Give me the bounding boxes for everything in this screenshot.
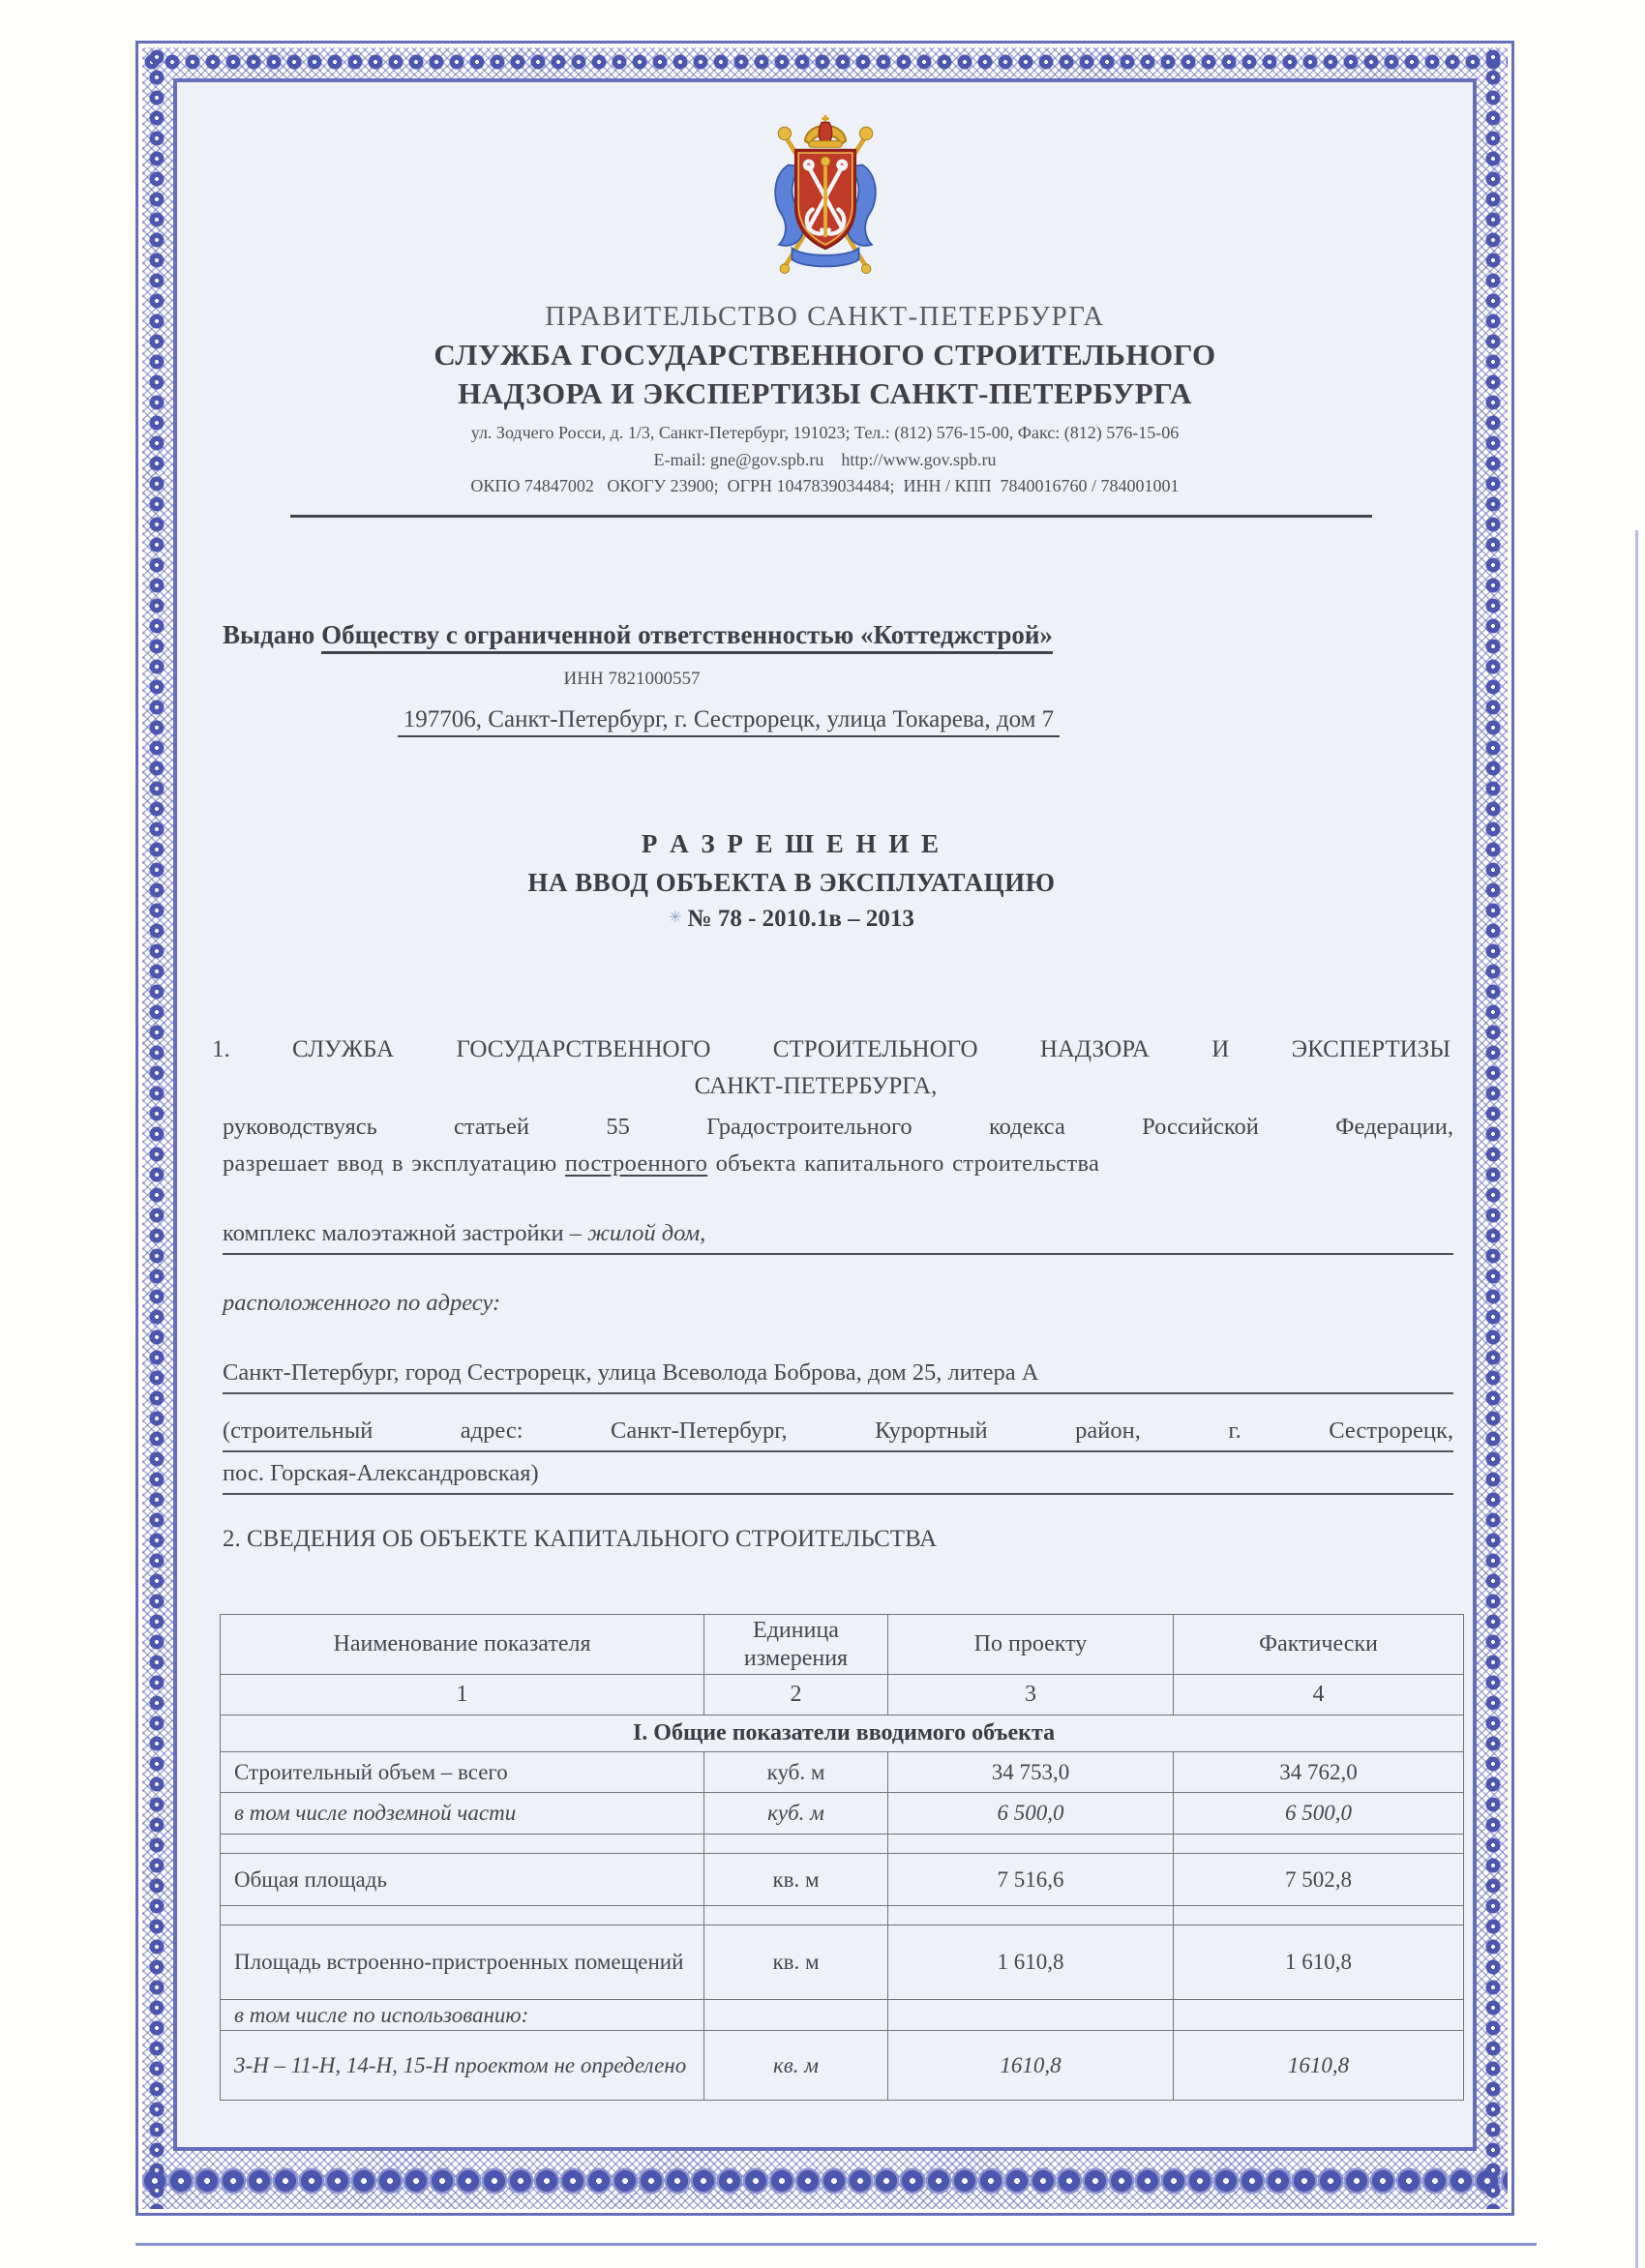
table-cell: Единица измерения xyxy=(704,1615,888,1675)
table-cell: в том числе подземной части xyxy=(221,1793,704,1835)
object-parameters-table xyxy=(220,1614,1464,2101)
page-bottom-rule xyxy=(135,2243,1537,2246)
ornamental-border xyxy=(135,41,1514,2216)
object-name-line: комплекс малоэтажной застройки – жилой дом, xyxy=(223,1220,1453,1255)
table-cell: куб. м xyxy=(704,1752,888,1793)
object-address-construction-line2: пос. Горская-Александровская) xyxy=(223,1460,1453,1495)
letterhead-codes: ОКПО 74847002 ОКОГУ 23900; ОГРН 1047839034484; ИНН / КПП 7840016760 / 784001001 xyxy=(470,476,1180,495)
issued-prefix: Выдано xyxy=(223,620,322,649)
border-dots-top xyxy=(142,49,1508,75)
table-cell: 1 xyxy=(221,1675,704,1716)
table-cell: 3 xyxy=(888,1675,1174,1716)
table-cell xyxy=(221,1906,704,1925)
scan-edge-artifact xyxy=(1635,530,1638,2268)
table-cell xyxy=(888,1835,1174,1854)
service-title-line1: СЛУЖБА ГОСУДАРСТВЕННОГО СТРОИТЕЛЬНОГО xyxy=(434,338,1216,372)
border-dots-right xyxy=(1480,47,1506,2209)
table-cell xyxy=(1174,2000,1464,2031)
permit-number: № 78 - 2010.1в – 2013 xyxy=(687,906,914,932)
table-row xyxy=(221,1835,1464,1854)
issued-to-line xyxy=(223,620,1053,650)
section1-heading-line2: САНКТ-ПЕТЕРБУРГА, xyxy=(694,1073,938,1099)
letterhead-address: ул. Зодчего Росси, д. 1/3, Санкт-Петербург, 191023; Тел.: (812) 576-15-00, Факс: (812) 576-15-06 xyxy=(470,423,1180,442)
table-row xyxy=(221,2031,1464,2101)
permit-title: Р А З Р Е Ш Е Н И Е xyxy=(641,829,942,858)
document-page xyxy=(173,78,1477,2151)
table-cell: 34 762,0 xyxy=(1174,1752,1464,1793)
table-cell: 1610,8 xyxy=(888,2031,1174,2101)
letterhead-rule xyxy=(290,515,1372,518)
organization-address: 197706, Санкт-Петербург, г. Сестрорецк, улица Токарева, дом 7 xyxy=(177,706,1280,733)
section1-heading-line1: 1. СЛУЖБА ГОСУДАРСТВЕННОГО СТРОИТЕЛЬНОГО НАДЗОРА И ЭКСПЕРТИЗЫ xyxy=(212,1036,1451,1062)
table-cell: 1 610,8 xyxy=(1174,1925,1464,2000)
object-address-actual: Санкт-Петербург, город Сестрорецк, улица Всеволода Боброва, дом 25, литера А xyxy=(223,1359,1453,1394)
table-cell: 7 516,6 xyxy=(888,1854,1174,1906)
service-title-line2: НАДЗОРА И ЭКСПЕРТИЗЫ САНКТ-ПЕТЕРБУРГА xyxy=(458,376,1192,410)
table-cell: 3-Н – 11-Н, 14-Н, 15-Н проектом не определено xyxy=(221,2031,704,2101)
table-row xyxy=(221,2000,1464,2031)
located-at-label: расположенного по адресу: xyxy=(223,1290,501,1316)
table-row xyxy=(221,1925,1464,2000)
issued-organization: Обществу с ограниченной ответственностью «Коттеджстрой» xyxy=(321,620,1053,654)
table-row xyxy=(221,1716,1464,1752)
border-dots-left xyxy=(144,47,169,2209)
spb-coat-of-arms-icon xyxy=(761,107,890,287)
table-cell: Общая площадь xyxy=(221,1854,704,1906)
section1-paragraph2: разрешает ввод в эксплуатацию построенного объекта капитального строительства xyxy=(223,1150,1100,1177)
underlined-word: построенного xyxy=(564,1150,708,1177)
permit-number-line xyxy=(177,906,1406,933)
letterhead-email-web: E-mail: gne@gov.spb.ru http://www.gov.spb.ru xyxy=(653,450,997,469)
table-cell: куб. м xyxy=(704,1793,888,1835)
section1-paragraph1: руководствуясь статьей 55 Градостроительного кодекса Российской Федерации, xyxy=(223,1114,1453,1140)
organization-inn: ИНН 7821000557 xyxy=(563,669,701,689)
table-row xyxy=(221,1675,1464,1716)
table-cell: 6 500,0 xyxy=(888,1793,1174,1835)
stamp-mark: ✳ xyxy=(669,910,682,926)
table-cell: кв. м xyxy=(704,2031,888,2101)
table-cell: 34 753,0 xyxy=(888,1752,1174,1793)
table-cell: По проекту xyxy=(888,1615,1174,1675)
table-cell: I. Общие показатели вводимого объекта xyxy=(221,1716,1464,1752)
table-cell xyxy=(704,2000,888,2031)
permit-subtitle: НА ВВОД ОБЪЕКТА В ЭКСПЛУАТАЦИЮ xyxy=(527,868,1056,897)
table-cell: Наименование показателя xyxy=(221,1615,704,1675)
table-cell: 4 xyxy=(1174,1675,1464,1716)
border-dots-bottom xyxy=(142,2157,1508,2205)
table-cell: 7 502,8 xyxy=(1174,1854,1464,1906)
table-cell: 2 xyxy=(704,1675,888,1716)
table-cell xyxy=(704,1906,888,1925)
table-cell: 1610,8 xyxy=(1174,2031,1464,2101)
table-cell: Фактически xyxy=(1174,1615,1464,1675)
section2-heading: 2. СВЕДЕНИЯ ОБ ОБЪЕКТЕ КАПИТАЛЬНОГО СТРОИТЕЛЬСТВА xyxy=(223,1526,938,1552)
table-cell: в том числе по использованию: xyxy=(221,2000,704,2031)
table-cell xyxy=(221,1835,704,1854)
table-row xyxy=(221,1615,1464,1675)
table-row xyxy=(221,1906,1464,1925)
table-row xyxy=(221,1752,1464,1793)
table-cell xyxy=(888,2000,1174,2031)
table-cell: Площадь встроенно-пристроенных помещений xyxy=(221,1925,704,2000)
table-cell xyxy=(1174,1835,1464,1854)
table-cell xyxy=(888,1906,1174,1925)
table-row xyxy=(221,1793,1464,1835)
table-cell xyxy=(1174,1906,1464,1925)
government-title: ПРАВИТЕЛЬСТВО САНКТ-ПЕТЕРБУРГА xyxy=(545,301,1105,332)
object-address-construction-line1: (строительный адрес: Санкт-Петербург, Курортный район, г. Сестрорецк, xyxy=(223,1418,1453,1452)
table-cell: 6 500,0 xyxy=(1174,1793,1464,1835)
table-cell: кв. м xyxy=(704,1925,888,2000)
table-row xyxy=(221,1854,1464,1906)
table-cell: кв. м xyxy=(704,1854,888,1906)
table-cell xyxy=(704,1835,888,1854)
table-cell: 1 610,8 xyxy=(888,1925,1174,2000)
table-cell: Строительный объем – всего xyxy=(221,1752,704,1793)
